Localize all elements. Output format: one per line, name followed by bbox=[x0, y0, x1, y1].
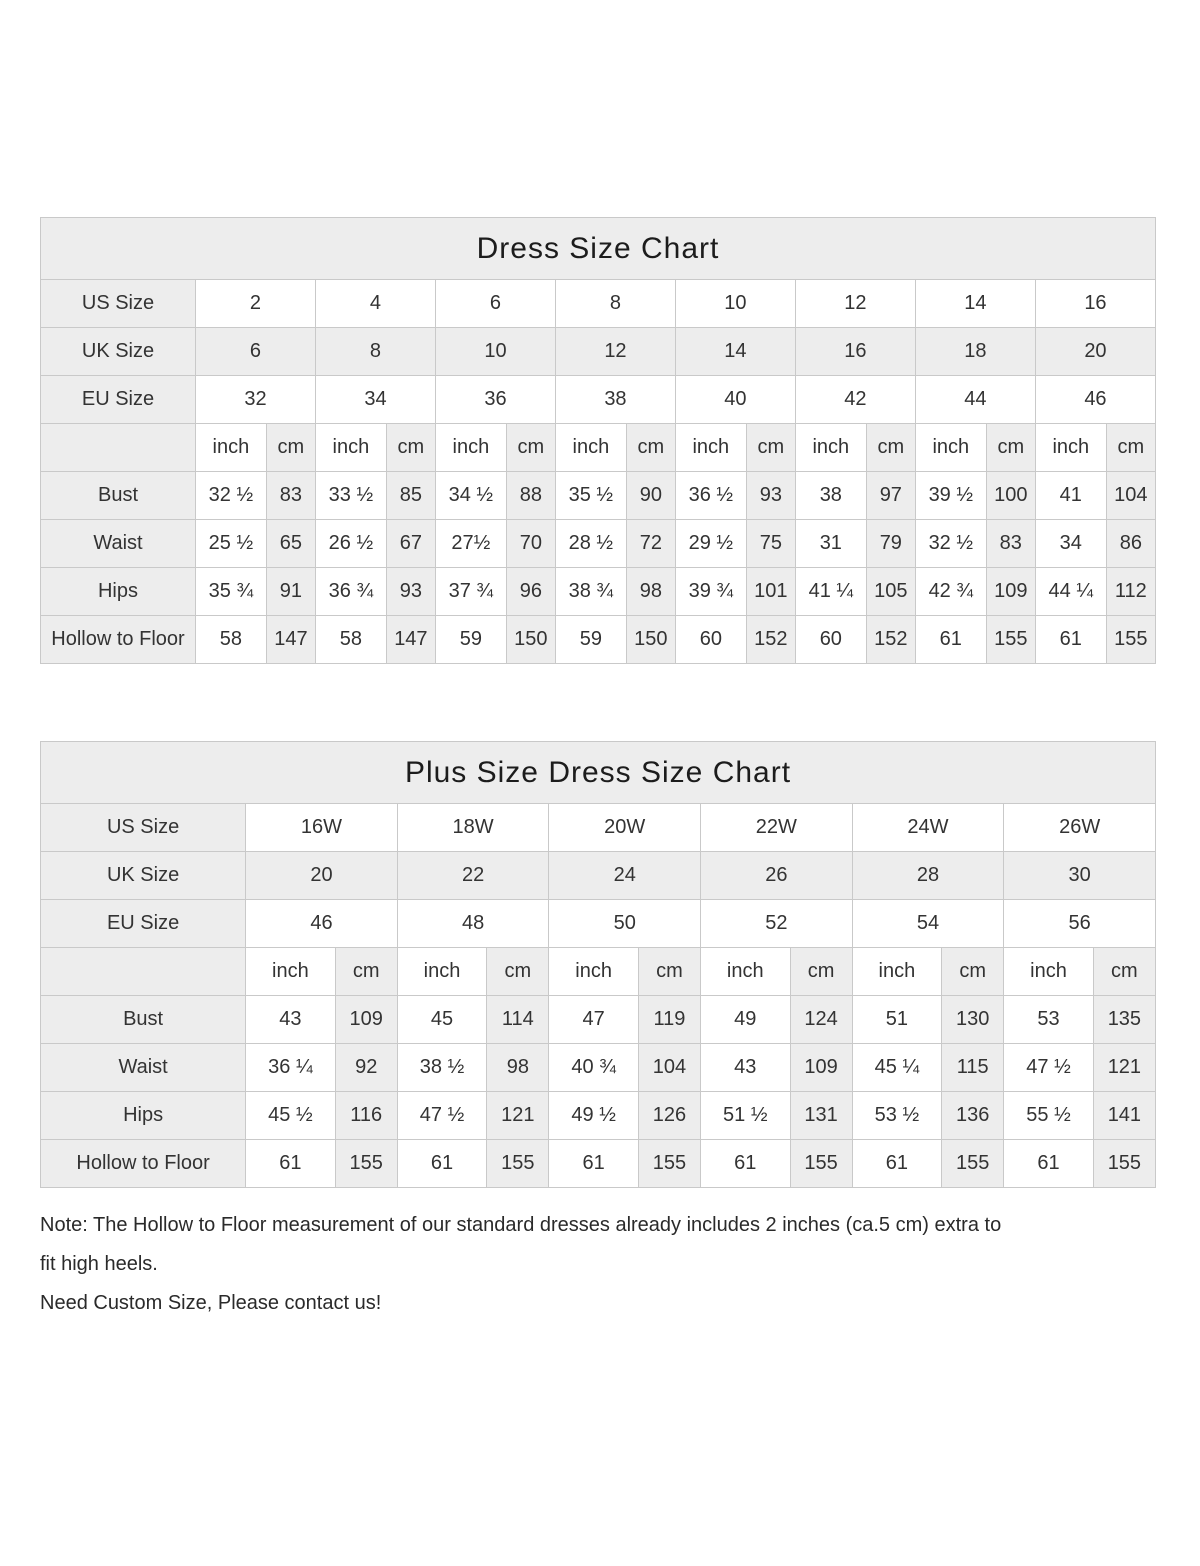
inch-value-cell: 60 bbox=[795, 616, 866, 664]
inch-value-cell: 61 bbox=[915, 616, 986, 664]
cm-value-cell: 101 bbox=[746, 568, 795, 616]
inch-value-cell: 32 ½ bbox=[915, 520, 986, 568]
unit-cm-header: cm bbox=[266, 424, 315, 472]
inch-value-cell: 32 ½ bbox=[196, 472, 267, 520]
unit-cm-header: cm bbox=[506, 424, 555, 472]
note-line-2: fit high heels. bbox=[40, 1253, 158, 1275]
unit-inch-header: inch bbox=[397, 948, 486, 996]
inch-value-cell: 61 bbox=[246, 1140, 335, 1188]
size-value-cell: 4 bbox=[315, 280, 435, 328]
size-value-cell: 38 bbox=[555, 376, 675, 424]
hips-row bbox=[41, 1092, 1156, 1140]
cm-value-cell: 85 bbox=[386, 472, 435, 520]
cm-value-cell: 72 bbox=[626, 520, 675, 568]
cm-value-cell: 135 bbox=[1093, 996, 1155, 1044]
inch-value-cell: 49 bbox=[701, 996, 790, 1044]
inch-value-cell: 27½ bbox=[435, 520, 506, 568]
cm-value-cell: 119 bbox=[638, 996, 700, 1044]
row-label: Waist bbox=[41, 520, 196, 568]
cm-value-cell: 152 bbox=[746, 616, 795, 664]
inch-value-cell: 28 ½ bbox=[555, 520, 626, 568]
row-label: US Size bbox=[41, 804, 246, 852]
cm-value-cell: 67 bbox=[386, 520, 435, 568]
cm-value-cell: 152 bbox=[866, 616, 915, 664]
unit-cm-header: cm bbox=[1106, 424, 1155, 472]
chart-title: Plus Size Dress Size Chart bbox=[41, 742, 1156, 804]
unit-cm-header: cm bbox=[638, 948, 700, 996]
waist-row bbox=[41, 1044, 1156, 1092]
inch-value-cell: 33 ½ bbox=[315, 472, 386, 520]
inch-value-cell: 55 ½ bbox=[1004, 1092, 1093, 1140]
row-label: Hollow to Floor bbox=[41, 1140, 246, 1188]
cm-value-cell: 130 bbox=[942, 996, 1004, 1044]
unit-header-row bbox=[41, 424, 1156, 472]
size-value-cell: 54 bbox=[852, 900, 1004, 948]
inch-value-cell: 34 bbox=[1035, 520, 1106, 568]
size-value-cell: 34 bbox=[315, 376, 435, 424]
row-label: Hips bbox=[41, 1092, 246, 1140]
unit-inch-header: inch bbox=[246, 948, 335, 996]
eu-size-row bbox=[41, 900, 1156, 948]
row-label: Waist bbox=[41, 1044, 246, 1092]
inch-value-cell: 61 bbox=[1035, 616, 1106, 664]
cm-value-cell: 100 bbox=[986, 472, 1035, 520]
size-value-cell: 2 bbox=[196, 280, 316, 328]
cm-value-cell: 150 bbox=[626, 616, 675, 664]
cm-value-cell: 150 bbox=[506, 616, 555, 664]
unit-cm-header: cm bbox=[335, 948, 397, 996]
uk-size-row bbox=[41, 328, 1156, 376]
size-value-cell: 46 bbox=[246, 900, 398, 948]
inch-value-cell: 39 ½ bbox=[915, 472, 986, 520]
row-label: Bust bbox=[41, 996, 246, 1044]
inch-value-cell: 58 bbox=[196, 616, 267, 664]
cm-value-cell: 83 bbox=[266, 472, 315, 520]
cm-value-cell: 124 bbox=[790, 996, 852, 1044]
plus-size-dress-size-chart-table bbox=[40, 741, 1156, 1188]
unit-inch-header: inch bbox=[549, 948, 638, 996]
unit-cm-header: cm bbox=[1093, 948, 1155, 996]
size-value-cell: 6 bbox=[196, 328, 316, 376]
inch-value-cell: 35 ½ bbox=[555, 472, 626, 520]
row-label: EU Size bbox=[41, 376, 196, 424]
cm-value-cell: 155 bbox=[1106, 616, 1155, 664]
size-value-cell: 10 bbox=[675, 280, 795, 328]
inch-value-cell: 47 ½ bbox=[1004, 1044, 1093, 1092]
inch-value-cell: 26 ½ bbox=[315, 520, 386, 568]
cm-value-cell: 75 bbox=[746, 520, 795, 568]
cm-value-cell: 115 bbox=[942, 1044, 1004, 1092]
unit-cm-header: cm bbox=[942, 948, 1004, 996]
unit-header-row bbox=[41, 948, 1156, 996]
cm-value-cell: 114 bbox=[487, 996, 549, 1044]
inch-value-cell: 35 ¾ bbox=[196, 568, 267, 616]
cm-value-cell: 98 bbox=[626, 568, 675, 616]
cm-value-cell: 96 bbox=[506, 568, 555, 616]
row-label: EU Size bbox=[41, 900, 246, 948]
cm-value-cell: 109 bbox=[790, 1044, 852, 1092]
unit-inch-header: inch bbox=[675, 424, 746, 472]
inch-value-cell: 38 bbox=[795, 472, 866, 520]
inch-value-cell: 38 ¾ bbox=[555, 568, 626, 616]
hollow-to-floor-row bbox=[41, 1140, 1156, 1188]
cm-value-cell: 91 bbox=[266, 568, 315, 616]
cm-value-cell: 104 bbox=[1106, 472, 1155, 520]
inch-value-cell: 47 bbox=[549, 996, 638, 1044]
inch-value-cell: 42 ¾ bbox=[915, 568, 986, 616]
cm-value-cell: 98 bbox=[487, 1044, 549, 1092]
row-label: US Size bbox=[41, 280, 196, 328]
inch-value-cell: 61 bbox=[397, 1140, 486, 1188]
cm-value-cell: 83 bbox=[986, 520, 1035, 568]
unit-inch-header: inch bbox=[196, 424, 267, 472]
note-line-3: Need Custom Size, Please contact us! bbox=[40, 1292, 382, 1314]
size-value-cell: 20W bbox=[549, 804, 701, 852]
size-value-cell: 20 bbox=[246, 852, 398, 900]
size-value-cell: 16W bbox=[246, 804, 398, 852]
inch-value-cell: 53 ½ bbox=[852, 1092, 941, 1140]
inch-value-cell: 59 bbox=[555, 616, 626, 664]
standard-dress-size-chart-table bbox=[40, 217, 1156, 664]
cm-value-cell: 93 bbox=[386, 568, 435, 616]
inch-value-cell: 31 bbox=[795, 520, 866, 568]
size-value-cell: 8 bbox=[555, 280, 675, 328]
unit-cm-header: cm bbox=[746, 424, 795, 472]
size-value-cell: 22 bbox=[397, 852, 549, 900]
size-value-cell: 10 bbox=[435, 328, 555, 376]
inch-value-cell: 61 bbox=[549, 1140, 638, 1188]
unit-cm-header: cm bbox=[866, 424, 915, 472]
cm-value-cell: 126 bbox=[638, 1092, 700, 1140]
bust-row bbox=[41, 472, 1156, 520]
size-value-cell: 14 bbox=[915, 280, 1035, 328]
inch-value-cell: 51 ½ bbox=[701, 1092, 790, 1140]
row-label: Hips bbox=[41, 568, 196, 616]
size-value-cell: 28 bbox=[852, 852, 1004, 900]
inch-value-cell: 36 ¾ bbox=[315, 568, 386, 616]
cm-value-cell: 104 bbox=[638, 1044, 700, 1092]
unit-cm-header: cm bbox=[790, 948, 852, 996]
cm-value-cell: 147 bbox=[266, 616, 315, 664]
unit-inch-header: inch bbox=[435, 424, 506, 472]
cm-value-cell: 92 bbox=[335, 1044, 397, 1092]
cm-value-cell: 121 bbox=[1093, 1044, 1155, 1092]
uk-size-row bbox=[41, 852, 1156, 900]
waist-row bbox=[41, 520, 1156, 568]
cm-value-cell: 116 bbox=[335, 1092, 397, 1140]
inch-value-cell: 60 bbox=[675, 616, 746, 664]
inch-value-cell: 29 ½ bbox=[675, 520, 746, 568]
size-value-cell: 16 bbox=[795, 328, 915, 376]
cm-value-cell: 155 bbox=[790, 1140, 852, 1188]
cm-value-cell: 97 bbox=[866, 472, 915, 520]
inch-value-cell: 49 ½ bbox=[549, 1092, 638, 1140]
inch-value-cell: 43 bbox=[701, 1044, 790, 1092]
cm-value-cell: 155 bbox=[942, 1140, 1004, 1188]
size-value-cell: 18 bbox=[915, 328, 1035, 376]
unit-inch-header: inch bbox=[915, 424, 986, 472]
unit-cm-header: cm bbox=[487, 948, 549, 996]
size-value-cell: 30 bbox=[1004, 852, 1156, 900]
note-text bbox=[40, 1206, 1165, 1323]
inch-value-cell: 37 ¾ bbox=[435, 568, 506, 616]
row-label: Bust bbox=[41, 472, 196, 520]
cm-value-cell: 155 bbox=[487, 1140, 549, 1188]
hollow-to-floor-row bbox=[41, 616, 1156, 664]
size-value-cell: 32 bbox=[196, 376, 316, 424]
row-label: UK Size bbox=[41, 328, 196, 376]
inch-value-cell: 41 bbox=[1035, 472, 1106, 520]
cm-value-cell: 155 bbox=[638, 1140, 700, 1188]
inch-value-cell: 45 ¼ bbox=[852, 1044, 941, 1092]
unit-inch-header: inch bbox=[315, 424, 386, 472]
bust-row bbox=[41, 996, 1156, 1044]
inch-value-cell: 59 bbox=[435, 616, 506, 664]
size-value-cell: 24 bbox=[549, 852, 701, 900]
chart-title-row bbox=[41, 218, 1156, 280]
size-value-cell: 22W bbox=[701, 804, 853, 852]
size-value-cell: 6 bbox=[435, 280, 555, 328]
chart-title-row bbox=[41, 742, 1156, 804]
cm-value-cell: 65 bbox=[266, 520, 315, 568]
inch-value-cell: 39 ¾ bbox=[675, 568, 746, 616]
size-value-cell: 50 bbox=[549, 900, 701, 948]
chart-title: Dress Size Chart bbox=[41, 218, 1156, 280]
inch-value-cell: 44 ¼ bbox=[1035, 568, 1106, 616]
size-value-cell: 24W bbox=[852, 804, 1004, 852]
inch-value-cell: 38 ½ bbox=[397, 1044, 486, 1092]
inch-value-cell: 34 ½ bbox=[435, 472, 506, 520]
inch-value-cell: 58 bbox=[315, 616, 386, 664]
inch-value-cell: 36 ¼ bbox=[246, 1044, 335, 1092]
size-value-cell: 16 bbox=[1035, 280, 1155, 328]
inch-value-cell: 53 bbox=[1004, 996, 1093, 1044]
eu-size-row bbox=[41, 376, 1156, 424]
us-size-row bbox=[41, 280, 1156, 328]
inch-value-cell: 61 bbox=[701, 1140, 790, 1188]
cm-value-cell: 79 bbox=[866, 520, 915, 568]
size-value-cell: 12 bbox=[795, 280, 915, 328]
cm-value-cell: 93 bbox=[746, 472, 795, 520]
size-value-cell: 26 bbox=[701, 852, 853, 900]
inch-value-cell: 36 ½ bbox=[675, 472, 746, 520]
size-value-cell: 46 bbox=[1035, 376, 1155, 424]
cm-value-cell: 90 bbox=[626, 472, 675, 520]
inch-value-cell: 45 bbox=[397, 996, 486, 1044]
cm-value-cell: 155 bbox=[1093, 1140, 1155, 1188]
size-value-cell: 26W bbox=[1004, 804, 1156, 852]
size-value-cell: 42 bbox=[795, 376, 915, 424]
unit-inch-header: inch bbox=[555, 424, 626, 472]
size-value-cell: 18W bbox=[397, 804, 549, 852]
size-value-cell: 40 bbox=[675, 376, 795, 424]
cm-value-cell: 131 bbox=[790, 1092, 852, 1140]
inch-value-cell: 61 bbox=[852, 1140, 941, 1188]
inch-value-cell: 40 ¾ bbox=[549, 1044, 638, 1092]
unit-inch-header: inch bbox=[795, 424, 866, 472]
cm-value-cell: 141 bbox=[1093, 1092, 1155, 1140]
inch-value-cell: 45 ½ bbox=[246, 1092, 335, 1140]
size-value-cell: 36 bbox=[435, 376, 555, 424]
cm-value-cell: 70 bbox=[506, 520, 555, 568]
unit-cm-header: cm bbox=[986, 424, 1035, 472]
cm-value-cell: 147 bbox=[386, 616, 435, 664]
cm-value-cell: 86 bbox=[1106, 520, 1155, 568]
size-value-cell: 12 bbox=[555, 328, 675, 376]
unit-inch-header: inch bbox=[1004, 948, 1093, 996]
cm-value-cell: 155 bbox=[986, 616, 1035, 664]
size-value-cell: 52 bbox=[701, 900, 853, 948]
size-value-cell: 8 bbox=[315, 328, 435, 376]
inch-value-cell: 61 bbox=[1004, 1140, 1093, 1188]
unit-inch-header: inch bbox=[852, 948, 941, 996]
unit-inch-header: inch bbox=[701, 948, 790, 996]
hips-row bbox=[41, 568, 1156, 616]
cm-value-cell: 121 bbox=[487, 1092, 549, 1140]
size-value-cell: 56 bbox=[1004, 900, 1156, 948]
unit-cm-header: cm bbox=[386, 424, 435, 472]
cm-value-cell: 105 bbox=[866, 568, 915, 616]
row-label-empty bbox=[41, 948, 246, 996]
size-value-cell: 20 bbox=[1035, 328, 1155, 376]
inch-value-cell: 43 bbox=[246, 996, 335, 1044]
inch-value-cell: 25 ½ bbox=[196, 520, 267, 568]
size-value-cell: 44 bbox=[915, 376, 1035, 424]
cm-value-cell: 88 bbox=[506, 472, 555, 520]
cm-value-cell: 155 bbox=[335, 1140, 397, 1188]
unit-cm-header: cm bbox=[626, 424, 675, 472]
inch-value-cell: 41 ¼ bbox=[795, 568, 866, 616]
us-size-row bbox=[41, 804, 1156, 852]
unit-inch-header: inch bbox=[1035, 424, 1106, 472]
size-value-cell: 48 bbox=[397, 900, 549, 948]
cm-value-cell: 136 bbox=[942, 1092, 1004, 1140]
cm-value-cell: 109 bbox=[986, 568, 1035, 616]
inch-value-cell: 47 ½ bbox=[397, 1092, 486, 1140]
row-label: UK Size bbox=[41, 852, 246, 900]
row-label-empty bbox=[41, 424, 196, 472]
note-line-1: Note: The Hollow to Floor measurement of our standard dresses already includes 2 inches (ca.5 cm) extra to bbox=[40, 1214, 1002, 1236]
inch-value-cell: 51 bbox=[852, 996, 941, 1044]
size-value-cell: 14 bbox=[675, 328, 795, 376]
cm-value-cell: 112 bbox=[1106, 568, 1155, 616]
row-label: Hollow to Floor bbox=[41, 616, 196, 664]
cm-value-cell: 109 bbox=[335, 996, 397, 1044]
